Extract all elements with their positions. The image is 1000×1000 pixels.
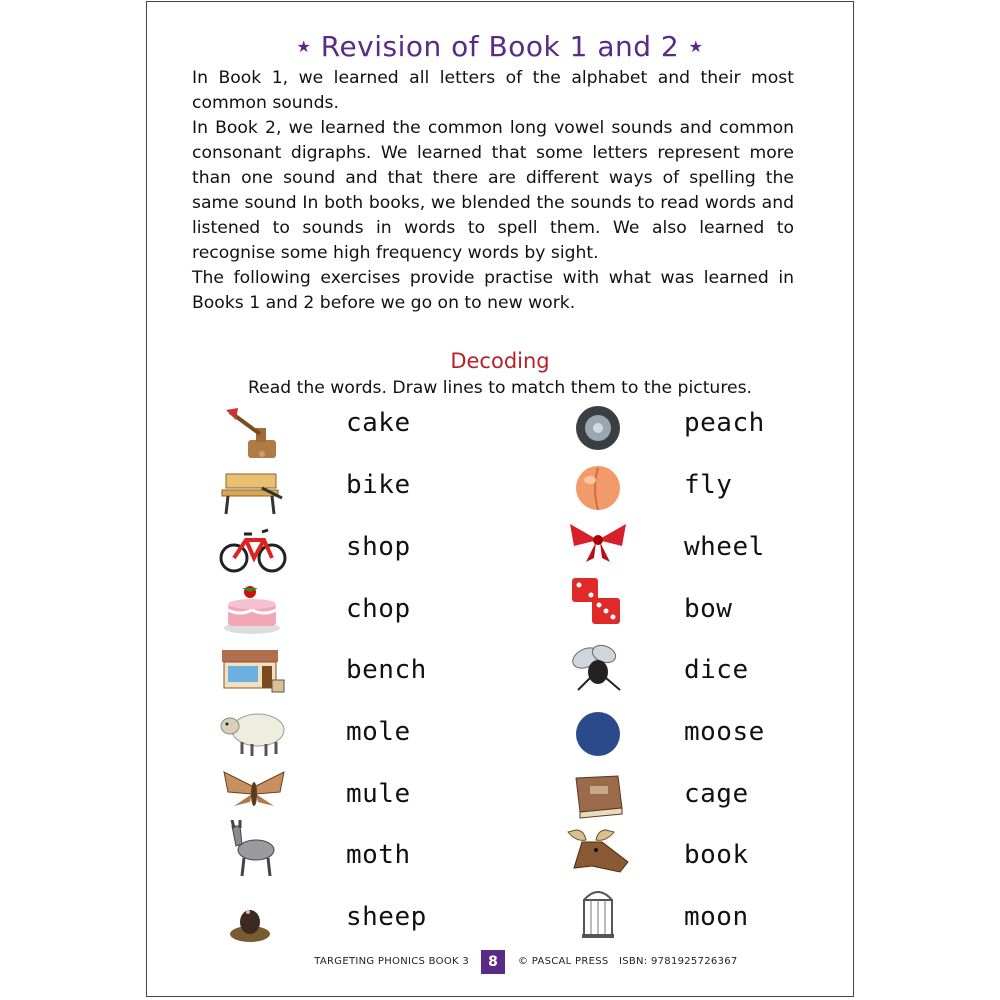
match-word: book [684, 840, 749, 870]
match-word: mule [346, 779, 411, 809]
match-word: moon [684, 902, 749, 932]
section-heading: Decoding [450, 349, 550, 373]
sheep-picture [218, 704, 290, 760]
page-footer [146, 950, 854, 974]
match-word: bike [346, 470, 411, 500]
bow-picture [562, 516, 634, 572]
match-word: mole [346, 717, 411, 747]
donkey-picture [218, 820, 290, 876]
moon-picture [562, 706, 634, 762]
peach-picture [562, 458, 634, 514]
page-number: 8 [481, 950, 505, 974]
match-word: moose [684, 717, 765, 747]
shop-picture [218, 644, 290, 700]
bicycle-picture [218, 520, 290, 576]
wheel-picture [562, 400, 634, 456]
cake-picture [218, 580, 290, 636]
isbn: ISBN: 9781925726367 [618, 956, 738, 967]
footer-publisher [518, 956, 738, 967]
match-word: chop [346, 594, 411, 624]
moose-picture [562, 826, 634, 882]
match-word: fly [684, 470, 733, 500]
match-word: cake [346, 408, 411, 438]
publisher-name: © PASCAL PRESS [518, 956, 609, 967]
chopping-axe-picture [218, 408, 290, 464]
page-title [146, 30, 854, 63]
dice-picture [562, 574, 634, 630]
cage-picture [562, 884, 634, 940]
match-word: peach [684, 408, 765, 438]
match-word: dice [684, 655, 749, 685]
book-picture [562, 768, 634, 824]
footer-book-title: TARGETING PHONICS BOOK 3 [314, 956, 469, 967]
bench-picture [218, 464, 290, 520]
page-title-text: Revision of Book 1 and 2 [320, 30, 680, 63]
match-word: wheel [684, 532, 765, 562]
star-icon: ★ [296, 36, 312, 56]
intro-text [192, 66, 794, 316]
match-word: moth [346, 840, 411, 870]
match-word: cage [684, 779, 749, 809]
intro-paragraph: The following exercises provide practise with what was learned in Books 1 and 2 before we go on to new work. [192, 268, 794, 313]
fly-picture [562, 640, 634, 696]
match-word: sheep [346, 902, 427, 932]
match-word: shop [346, 532, 411, 562]
match-word: bow [684, 594, 733, 624]
star-icon: ★ [688, 36, 704, 56]
intro-paragraph: In Book 2, we learned the common long vowel sounds and common consonant digraphs. We learned that some letters represent more than one sound and that there are different ways of spelling the same sound In both books, we blended the sounds to read words and listened to sounds in words to spell them. We also learned to recognise some high frequency words by sight. [192, 118, 794, 263]
intro-paragraph: In Book 1, we learned all letters of the alphabet and their most common sounds. [192, 68, 794, 113]
match-word: bench [346, 655, 427, 685]
moth-picture [218, 766, 290, 822]
section-instruction: Read the words. Draw lines to match them to the pictures. [247, 378, 753, 398]
mole-picture [218, 894, 290, 950]
